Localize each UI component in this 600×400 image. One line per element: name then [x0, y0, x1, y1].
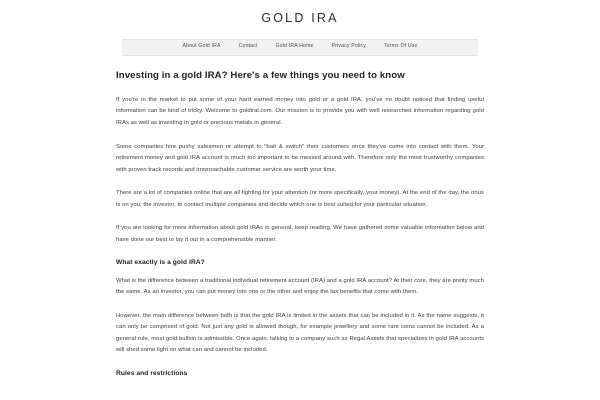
nav-item-privacy-policy[interactable]: Privacy Policy [331, 43, 366, 50]
intro-paragraph-3: There are a lot of companies online that are all fighting for your attention (or more specifically, your money). At the end of the day, the onus is on you, the investor, to contact multiple companies and decide which one is best suited for your particular situation. [116, 190, 484, 208]
nav-list [174, 44, 427, 49]
nav-item-contact[interactable]: Contact [238, 43, 258, 50]
section-1-paragraph-2: However, the main difference between both is that the gold IRA is limited in the assets that can be included in it. As the name suggests, it can only be comprised of gold. Not just any gold is allowed though, for example jewellery and some rare coins cannot be included. As a general rule, most gold bullion is admissible. Once again, talking to a company such as Regal Assets that specializes in gold IRA accounts will shed some light on what can and cannot be included. [116, 312, 484, 354]
section-heading-rules-and-restrictions: Rules and restrictions [116, 369, 188, 377]
main-navigation [122, 39, 478, 56]
masthead [0, 0, 600, 33]
intro-paragraph-2: Some companies hire pushy salesmen or attempt to "bait & switch" their customers once they've come into contact with them. Your retirement money and gold IRA account is much too important to be messed around with. Therefore only the most trustworthy companies with proven track records and irreproachable customer service are worth your time. [116, 143, 484, 173]
nav-item-about-gold-ira[interactable]: About Gold IRA [182, 43, 221, 50]
site-title: GOLD IRA [261, 11, 339, 25]
nav-item-terms-of-use[interactable]: Terms Of Use [383, 43, 418, 50]
intro-paragraph-4: If you are looking for more information about gold IRAs in general, keep reading. We have gathered some valuable information below and have done our best to lay it out in a comprehensible manner. [116, 225, 484, 243]
section-heading-what-exactly-is-a-gold-ira: What exactly is a gold IRA? [116, 259, 205, 267]
article-content [116, 56, 484, 379]
page-title: Investing in a gold IRA? Here's a few things you need to know [116, 69, 405, 81]
nav-item-gold-ira-home[interactable]: Gold IRA Home [275, 43, 314, 50]
intro-paragraph-1: If you're in the market to put some of your hard earned money into gold or a gold IRA, you've no doubt noticed that finding useful information can be kind of tricky. Welcome to goldiral.com. Our mission is to provide you with well researched information regarding gold IRAs as well as investing in gold or precious metals in general. [116, 96, 484, 126]
section-1-paragraph-1: What is the difference between a traditional individual retirement account (IRA) and a gold IRA account? At their core, they are pretty much the same. As an investor, you can put money into one or the other and enjoy the tax benefits that come with them. [116, 277, 484, 296]
